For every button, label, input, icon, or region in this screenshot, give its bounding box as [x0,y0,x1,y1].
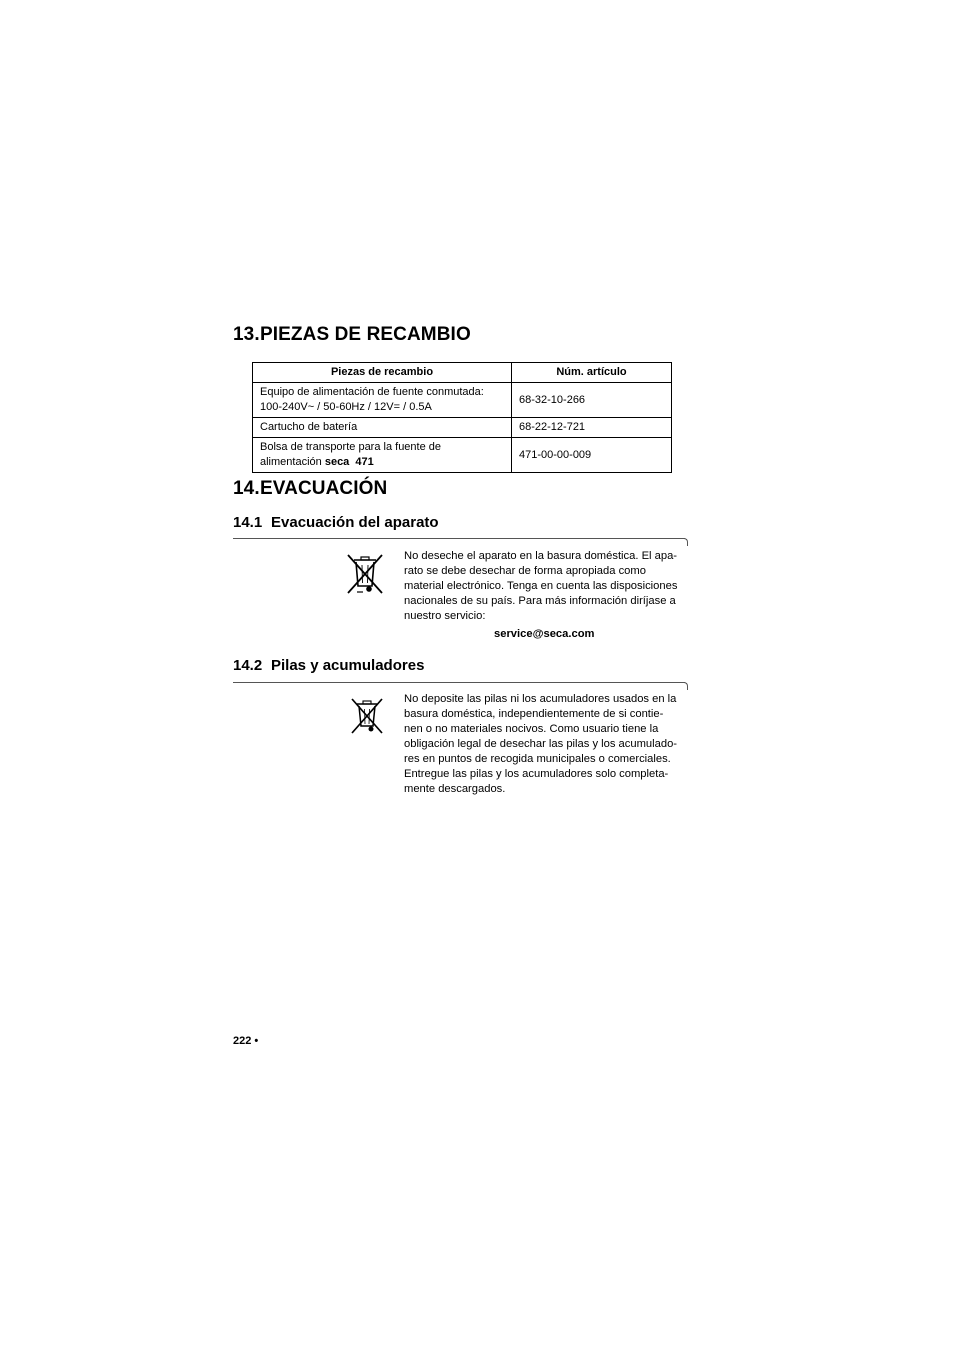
article-cell: 68-32-10-266 [512,383,672,418]
text-line: res en puntos de recogida municipales o comerciales. [404,753,671,765]
text-line: No deseche el aparato en la basura doméstica. El apa- [404,550,678,562]
part-line: Bolsa de transporte para la fuente de [260,441,442,453]
divider-tail [683,682,688,690]
text-line: mente descargados. [404,783,506,795]
service-email-link[interactable]: service@seca.com [494,628,595,640]
section-title: EVACUACIÓN [260,478,388,499]
divider-tail [683,538,688,546]
text-line: rato se debe desechar de forma apropiada como [404,565,646,577]
subsection-title: Pilas y acumuladores [271,657,425,674]
part-line: 100-240V~ / 50-60Hz / 12V= / 0.5A [260,401,432,413]
crossed-out-wheeled-bin-icon [349,697,385,735]
subsection-number: 14.2 [233,657,263,674]
part-line: Equipo de alimentación de fuente conmutada: [260,386,484,398]
table-row [253,418,672,438]
column-header-article: Núm. artículo [512,363,672,383]
text-line: No deposite las pilas ni los acumuladores usados en la [404,693,677,705]
column-header-part: Piezas de recambio [253,363,512,383]
text-line: nen o no materiales nocivos. Como usuario tiene la [404,723,659,735]
section-number: 13. [233,324,260,345]
crossed-out-wheeled-bin-icon [345,552,385,596]
article-cell: 471-00-00-009 [512,438,672,473]
product-name: seca 471 [324,456,374,468]
text-line: nacionales de su país. Para más información diríjase a [404,595,676,607]
subsection-14-1-heading [233,514,439,531]
section-title: PIEZAS DE RECAMBIO [260,324,471,345]
table-header-row [253,363,672,383]
text-line: Entregue las pilas y los acumuladores solo completa- [404,768,669,780]
disposal-paragraph [404,549,694,624]
section-divider [233,682,685,683]
text-line: nuestro servicio: [404,610,486,622]
section-number: 14. [233,478,260,499]
subsection-14-2-heading [233,657,424,674]
spare-parts-table [252,362,672,473]
part-line: Cartucho de batería [260,421,358,433]
part-cell [253,383,512,418]
section-13-heading [233,324,471,346]
part-cell [253,438,512,473]
part-line-prefix: alimentación [260,456,325,468]
text-line: obligación legal de desechar las pilas y los acumulado- [404,738,678,750]
table-row [253,438,672,473]
subsection-number: 14.1 [233,514,263,531]
section-14-heading [233,478,387,500]
page-number: 222 • [233,1035,259,1047]
text-line: material electrónico. Tenga en cuenta las disposiciones [404,580,678,592]
part-cell [253,418,512,438]
subsection-title: Evacuación del aparato [271,514,439,531]
table-row [253,383,672,418]
article-cell: 68-22-12-721 [512,418,672,438]
batteries-paragraph [404,692,694,797]
text-line: basura doméstica, independientemente de si contie- [404,708,664,720]
section-divider [233,538,685,539]
